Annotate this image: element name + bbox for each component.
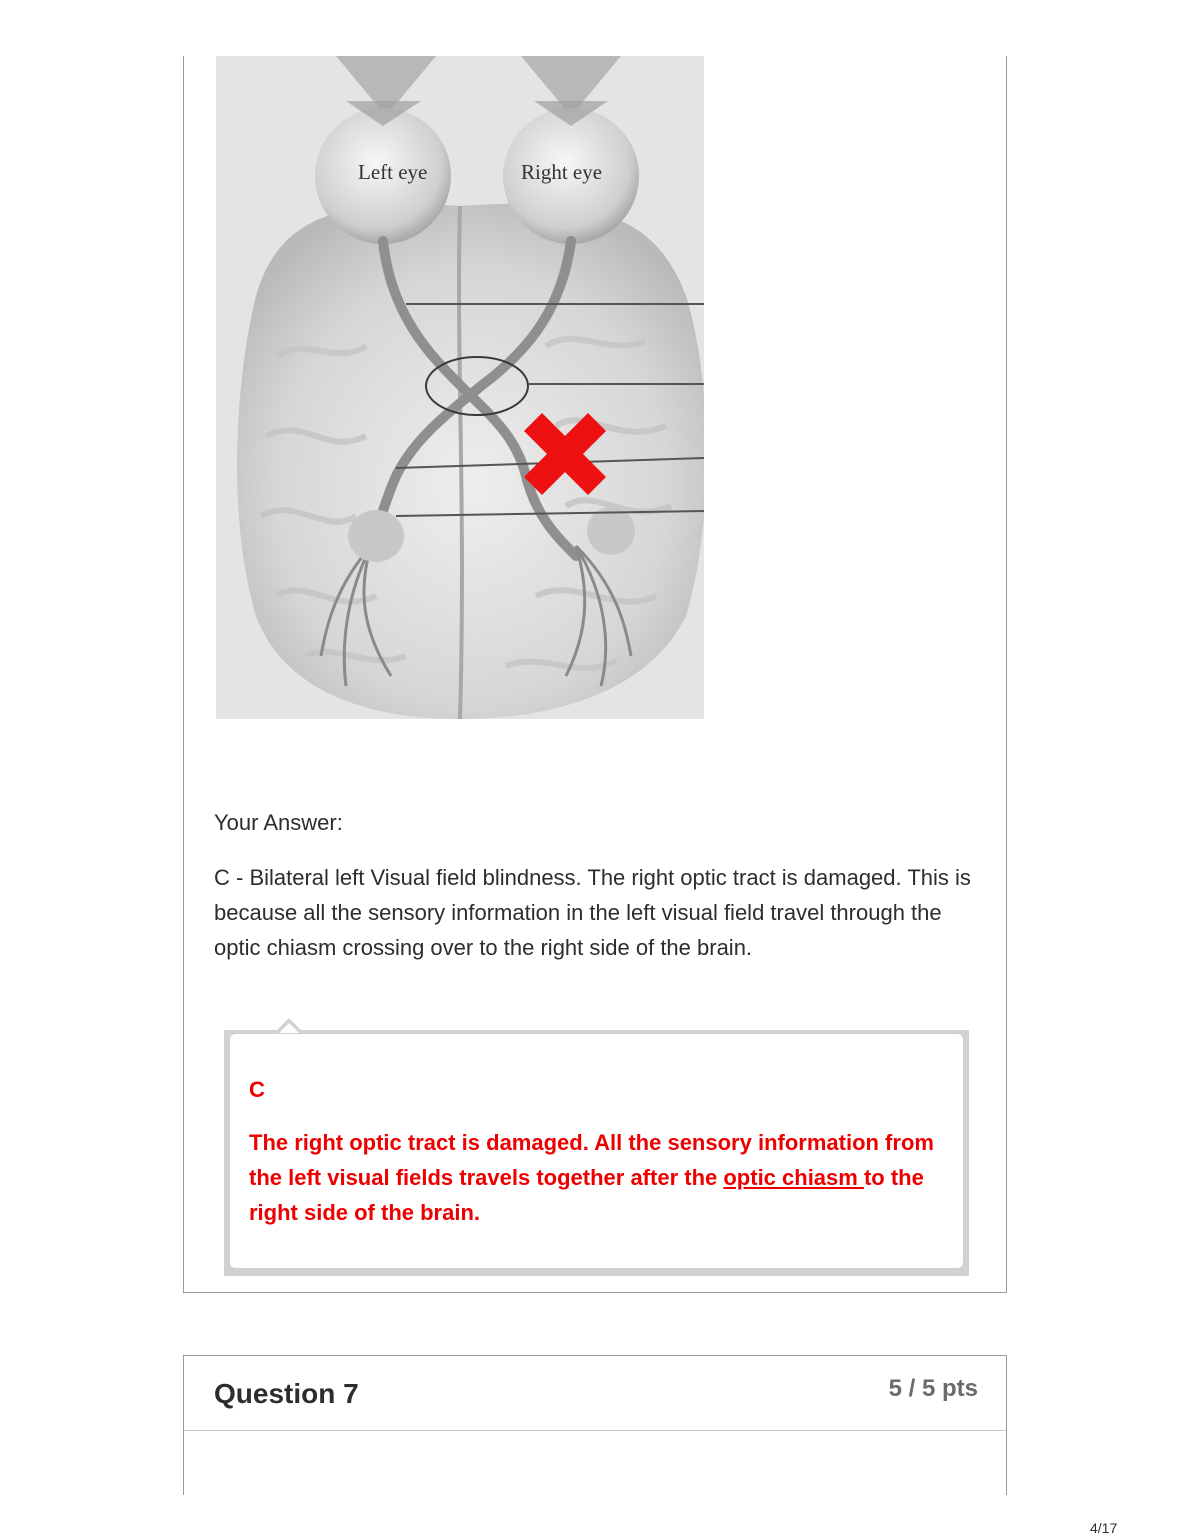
question-7-points: 5 / 5 pts xyxy=(888,1375,978,1402)
question-7-header-divider xyxy=(184,1430,1006,1431)
your-answer-label: Your Answer: xyxy=(214,810,343,835)
left-eye-label: Left eye xyxy=(358,160,428,184)
page-number: 4/17 xyxy=(1090,1520,1118,1536)
right-lgn xyxy=(587,507,635,555)
visual-pathway-figure xyxy=(216,56,704,719)
feedback-correct-letter: C xyxy=(249,1077,265,1102)
feedback-comment-text xyxy=(249,1125,939,1230)
optic-chiasm-link[interactable]: optic chiasm xyxy=(723,1165,864,1190)
feedback-text-before-link: The right optic tract is damaged. All the sensory information from the left visual fields travels together after the xyxy=(249,1130,934,1190)
your-answer-text: C - Bilateral left Visual field blindness. The right optic tract is damaged. This is because all the sensory information in the left visual field travel through the optic chiasm crossing over to the right side of the brain. xyxy=(214,865,971,960)
comment-caret-inner xyxy=(279,1023,299,1033)
right-eye-label: Right eye xyxy=(521,160,603,184)
brain-shape xyxy=(237,204,704,719)
left-lgn xyxy=(348,510,404,562)
question-7-title: Question 7 xyxy=(214,1378,359,1409)
feedback-text-after-link: to the right side of the brain. xyxy=(249,1165,924,1225)
